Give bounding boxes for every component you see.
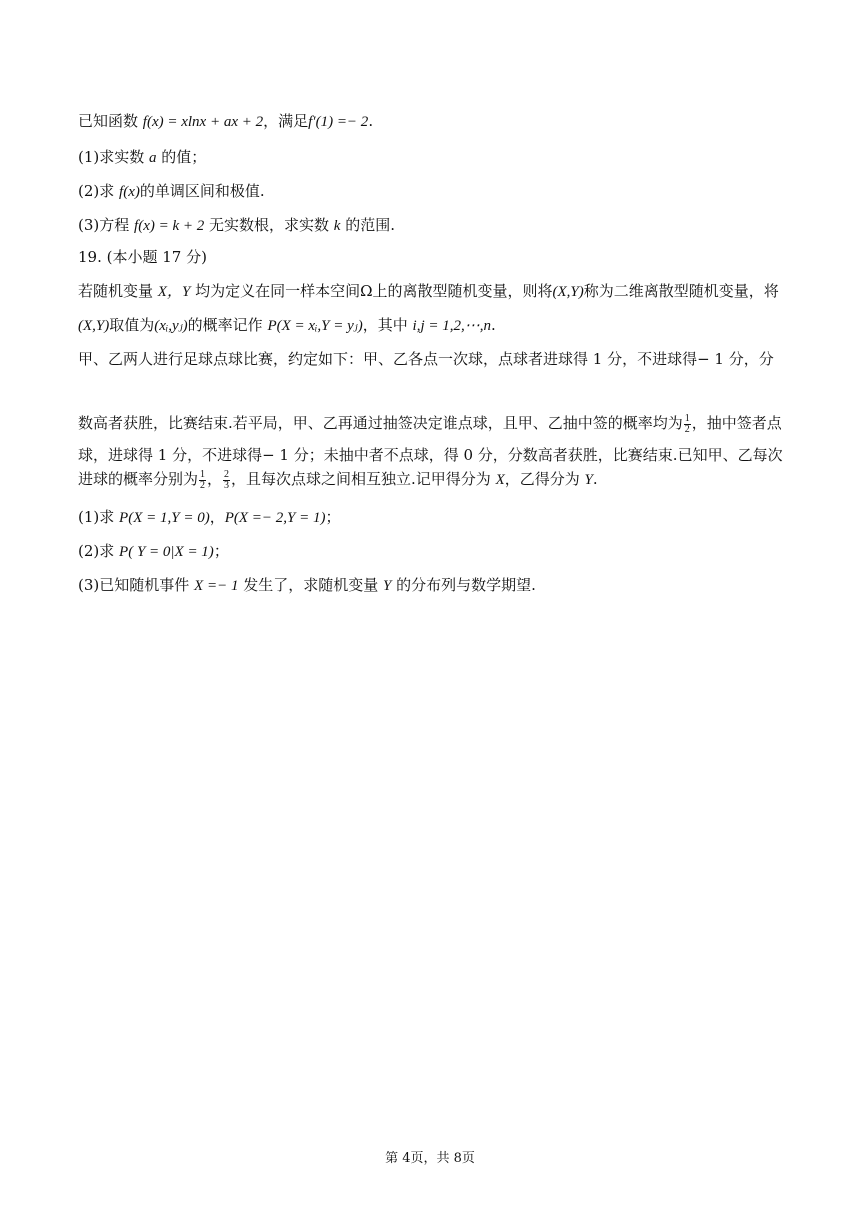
q19-p3-math: X =− 1 [194, 578, 239, 594]
q19-body-line-3: 球，进球得 1 分，不进球得− 1 分；未抽中者不点球，得 0 分，分数高者获胜，比赛结束.已知甲、乙每次 [78, 446, 783, 464]
q19-body2-text-a: 数高者获胜，比赛结束.若平局，甲、乙再通过抽签决定谁点球，且甲、乙抽中签的概率均为 [78, 414, 683, 432]
q19-part-1 [78, 506, 341, 529]
fraction-denominator: 2 [684, 423, 690, 435]
q18-part-1 [78, 146, 206, 169]
q18-part-2 [78, 180, 265, 203]
q18-p3-mid: 无实数根，求实数 [204, 216, 334, 234]
q19-body4-y: Y [584, 472, 593, 488]
q19-body4-x: X [495, 472, 505, 488]
q19-def2-pair: (X,Y) [78, 318, 110, 334]
q19-part-3 [78, 574, 536, 597]
q19-p3-label: (3)已知随机事件 [78, 576, 195, 594]
q19-p1-label: (1)求 [78, 508, 120, 526]
q19-definition-line-1 [78, 280, 779, 303]
q19-def2-text-c: ，其中 [362, 316, 413, 334]
q19-p1-end: ； [325, 508, 341, 526]
q18-condition: f′(1) =− 2 [308, 114, 369, 130]
q18-p3-math: f(x) = k + 2 [134, 218, 205, 234]
q19-def1-text-b: 均为定义在同一样本空间Ω上的离散型随机变量，则将 [190, 282, 553, 300]
q19-p1-math-1: P(X = 1,Y = 0) [119, 510, 210, 526]
fraction-denominator: 2 [200, 479, 206, 491]
q18-p3-label: (3)方程 [78, 216, 135, 234]
q18-p3-var: k [333, 218, 341, 234]
fraction-one-half [684, 414, 691, 435]
fraction-numerator: 1 [200, 468, 206, 480]
q19-heading: 19. (本小题 17 分) [78, 248, 207, 266]
q19-p3-end: 的分布列与数学期望. [391, 576, 536, 594]
q19-def1-text-a: 若随机变量 [78, 282, 158, 300]
q18-p1-var: a [149, 150, 157, 166]
q19-body4-text-a: 进球的概率分别为 [78, 470, 199, 488]
q19-p1-sep: ， [209, 508, 225, 526]
q18-stem [78, 110, 373, 133]
fraction-two-thirds [223, 470, 230, 491]
q19-p3-var: Y [383, 578, 392, 594]
fraction-one-half [199, 470, 206, 491]
q19-def1-text-c: 称为二维离散型随机变量，将 [583, 282, 779, 300]
q19-body4-text-c: ，乙得分为 [504, 470, 585, 488]
q19-def2-text-a: 取值为 [109, 316, 155, 334]
q19-part-2 [78, 540, 229, 563]
q19-body4-text-b: ，且每次点球之间相互独立.记甲得分为 [231, 470, 496, 488]
q19-def2-xy: (xᵢ,yⱼ) [154, 318, 188, 334]
q19-p2-label: (2)求 [78, 542, 120, 560]
q19-def2-end: . [491, 316, 496, 334]
q19-p3-mid: 发生了，求随机变量 [238, 576, 383, 594]
q18-part-3 [78, 214, 395, 237]
q18-stem-text-2: ，满足 [263, 112, 309, 130]
q18-function: f(x) = xlnx + ax + 2 [142, 114, 264, 130]
page-footer: 第 4页，共 8页 [385, 1151, 475, 1166]
q19-body-line-4 [78, 468, 598, 491]
q19-def1-pair: (X,Y) [552, 284, 584, 300]
q19-p1-math-2: P(X =− 2,Y = 1) [224, 510, 326, 526]
q18-p2-math: f(x) [119, 184, 140, 200]
q18-p2-label: (2)求 [78, 182, 120, 200]
q18-p3-end: 的范围. [340, 216, 396, 234]
q19-def2-prob: P(X = xᵢ,Y = yⱼ) [267, 318, 363, 334]
fraction-numerator: 1 [684, 412, 690, 424]
q18-p2-end: 的单调区间和极值. [139, 182, 265, 200]
fraction-numerator: 2 [224, 468, 230, 480]
q18-p1-label: (1)求实数 [78, 148, 150, 166]
q19-body2-text-b: ，抽中签者点 [691, 414, 782, 432]
q18-p1-end: 的值； [156, 148, 207, 166]
fraction-denominator: 3 [224, 479, 230, 491]
q19-body4-sep: ， [207, 470, 223, 488]
q19-def1-vars: X，Y [157, 284, 191, 300]
q18-stem-text: 已知函数 [78, 112, 143, 130]
q19-p2-end: ； [213, 542, 229, 560]
q19-body-line-2 [78, 412, 782, 435]
q18-stem-end: . [368, 112, 374, 130]
q19-body-line-1: 甲、乙两人进行足球点球比赛，约定如下：甲、乙各点一次球，点球者进球得 1 分，不进球得− 1 分，分 [78, 350, 774, 368]
q19-def2-text-b: 的概率记作 [187, 316, 268, 334]
q19-p2-math: P( Y = 0|X = 1) [119, 544, 214, 560]
q19-definition-line-2 [78, 314, 496, 337]
q19-def2-index: i,j = 1,2,⋯,n [412, 318, 492, 334]
q19-body4-end: . [592, 470, 598, 488]
